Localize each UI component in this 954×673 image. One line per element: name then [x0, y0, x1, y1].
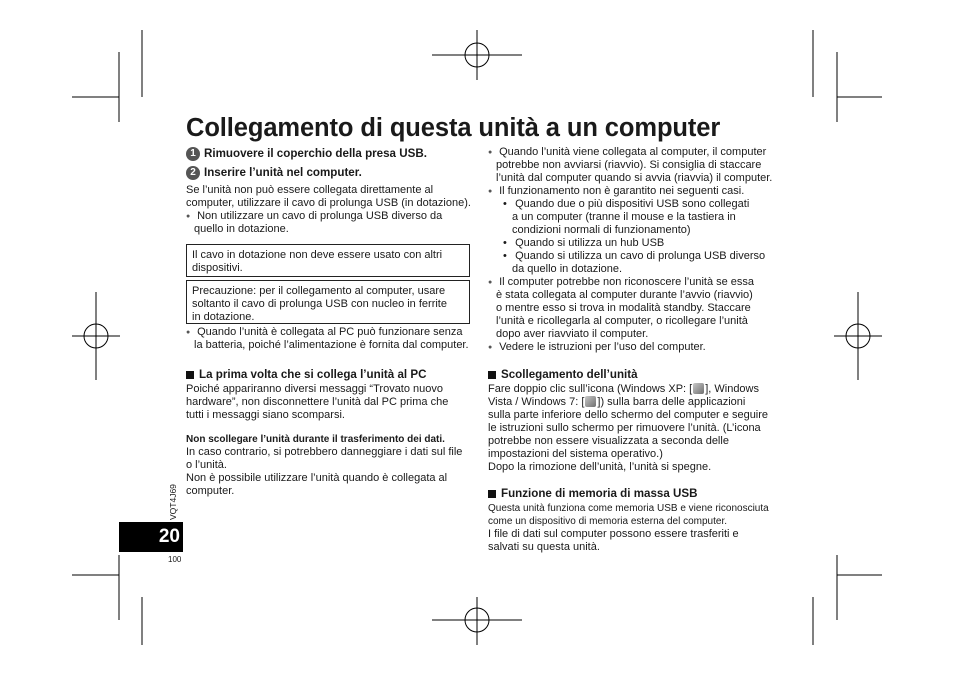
page-title: Collegamento di questa unità a un computer	[186, 114, 721, 142]
first-time-text: Poiché appariranno diversi messaggi “Trovato nuovo hardware”, non disconnettere l’unità dal PC prima che tutti i messaggi siano scomparsi.	[186, 383, 449, 421]
note-box-precaution: Precauzione: per il collegamento al computer, usare soltanto il cavo di prolunga USB con nucleo in ferrite in dotazione.	[186, 280, 470, 324]
bullet-item: ● Quando l’unità viene collegata al computer, il computer potrebbe non avviarsi (riavvio). Si consiglia di staccare l’unità dal computer quando si avvia (riavvia) il computer.	[488, 146, 788, 185]
disconnect-text: Fare doppio clic sull’icona (Windows XP: [ ], Windows Vista / Windows 7: [ ]) sulla barra delle applicazioni sulla parte inferiore dello schermo del computer e seguire le istruzioni sullo schermo per rimuovere l’unità. (L’icona potrebbe non essere visualizzata a seconda delle impostazioni del sistema operativo.) Dopo la rimozione dell’unità, l’unità si spegne.	[488, 383, 769, 473]
section-heading-mass-storage: Funzione di memoria di massa USB	[488, 487, 788, 501]
step-text: Inserire l’unità nel computer.	[204, 166, 362, 179]
bullet-item: ● Quando l’unità è collegata al PC può funzionare senza la batteria, poiché l’alimentazione è fornita dal computer.	[186, 326, 476, 352]
bullet-item: ● Vedere le istruzioni per l’uso del computer.	[488, 341, 788, 354]
sub-item: • Quando due o più dispositivi USB sono collegati a un computer (tranne il mouse e la tastiera in condizioni normali di funzionamento)	[488, 198, 788, 237]
step-text: Rimuovere il coperchio della presa USB.	[204, 147, 427, 160]
sub-item: • Quando si utilizza un hub USB	[488, 237, 788, 250]
step-1	[186, 147, 476, 161]
section-heading-disconnect: Scollegamento dell’unità	[488, 368, 788, 382]
sub-page-number: 100	[168, 555, 182, 564]
usb-tray-vista-icon	[585, 396, 596, 407]
page-number: 20	[119, 522, 183, 552]
bullet-item: ● Non utilizzare un cavo di prolunga USB diverso da quello in dotazione.	[186, 210, 476, 236]
document-code: VQT4J69	[168, 484, 178, 520]
step-2	[186, 166, 476, 180]
warning-detail: In caso contrario, si potrebbero danneggiare i dati sul file o l’unità. Non è possibile utilizzare l’unità quando è collegata al computer.	[186, 446, 463, 497]
right-column	[488, 146, 788, 554]
square-bullet-icon	[488, 490, 496, 498]
square-bullet-icon	[186, 371, 194, 379]
mass-storage-text: Questa unità funziona come memoria USB e viene riconosciuta come un dispositivo di memoria esterna del computer. I file di dati sul computer possono essere trasferiti e salvati su questa unità.	[488, 503, 769, 553]
square-bullet-icon	[488, 371, 496, 379]
step-number-icon: 1	[186, 147, 200, 161]
section-heading-first-time: La prima volta che si collega l’unità al PC	[186, 368, 476, 382]
note-box-cable: Il cavo in dotazione non deve essere usato con altri dispositivi.	[186, 244, 470, 277]
sub-item: • Quando si utilizza un cavo di prolunga USB diverso da quello in dotazione.	[488, 250, 788, 276]
intro-text: Se l’unità non può essere collegata direttamente al computer, utilizzare il cavo di prolunga USB (in dotazione).	[186, 184, 471, 209]
left-column	[186, 147, 476, 236]
step-number-icon: 2	[186, 166, 200, 180]
bullet-item: ● Il funzionamento non è garantito nei seguenti casi.	[488, 185, 788, 198]
bullet-item: ● Il computer potrebbe non riconoscere l’unità se essa è stata collegata al computer durante l’avvio (riavvio) o mentre esso si trova in modalità standby. Staccare l’unità e ricollegarla al computer, o ricollegare l’unità dopo aver riavviato il computer.	[488, 276, 788, 341]
usb-tray-xp-icon	[693, 383, 704, 394]
warning-text: Non scollegare l’unità durante il trasferimento dei dati.	[186, 434, 445, 445]
left-column-lower	[186, 326, 476, 498]
